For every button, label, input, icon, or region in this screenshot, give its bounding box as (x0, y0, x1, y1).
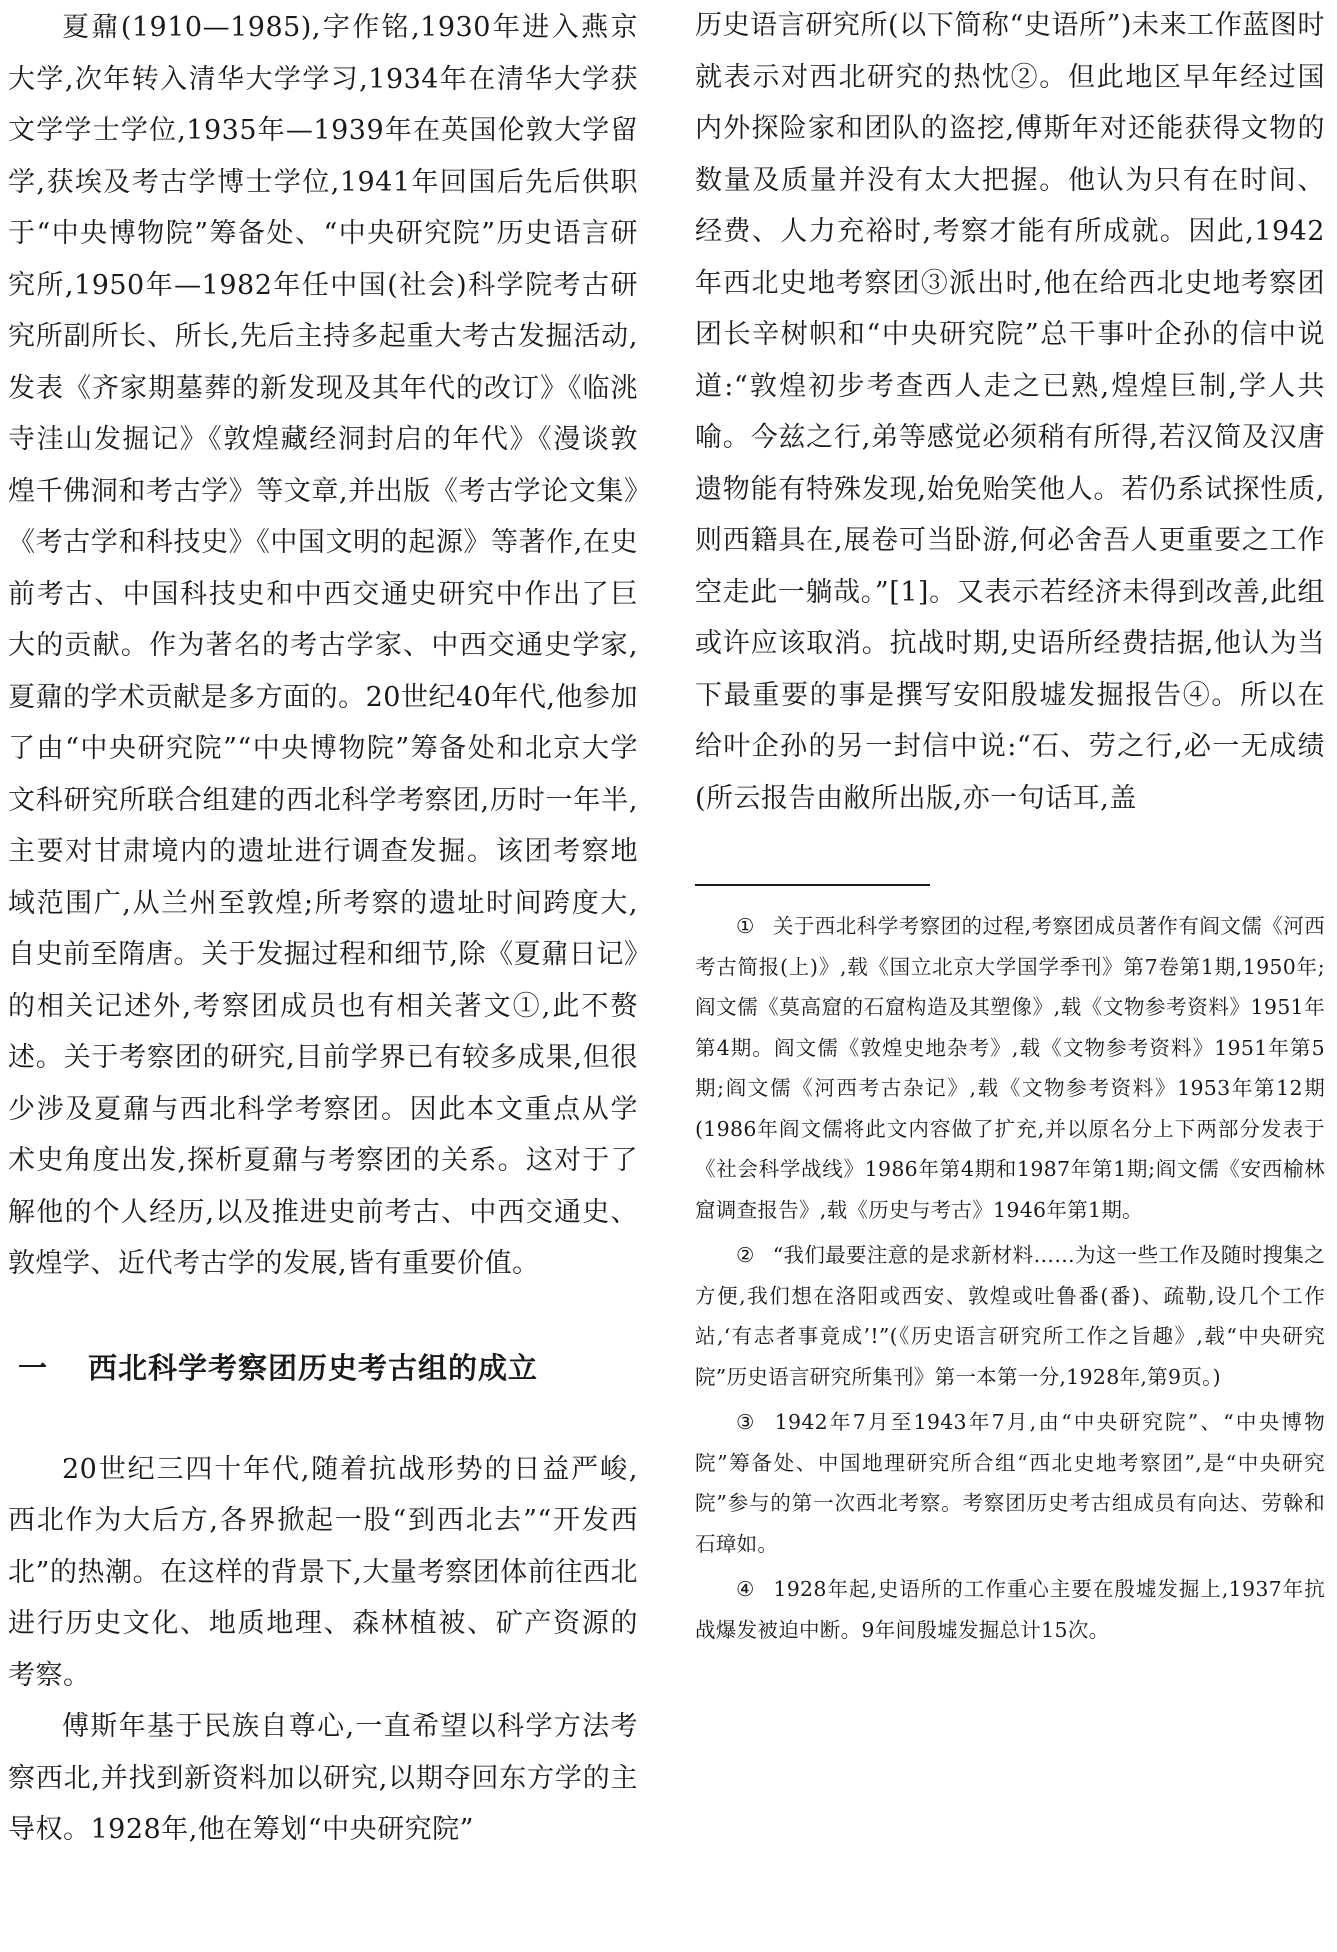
fu-sinian-paragraph: 傅斯年基于民族自尊心,一直希望以科学方法考察西北,并找到新资料加以研究,以期夺回东方学的主导权。1928年,他在筹划“中央研究院” (8, 1711, 638, 1845)
section-number: 一 (18, 1350, 49, 1385)
section-title: 西北科学考察团历史考古组的成立 (88, 1350, 539, 1385)
footnote-mark: ① (736, 914, 755, 938)
footnote-text: 关于西北科学考察团的过程,考察团成员著作有阎文儒《河西考古简报(上)》,载《国立北京大学国学季刊》第7卷第1期,1950年;阎文儒《莫高窟的石窟构造及其塑像》,载《文物参考资料》1951年第4期。阎文儒《敦煌史地杂考》,载《文物参考资料》1951年第5期;阎文儒《河西考古杂记》,载《文物参考资料》1953年第12期(1986年阎文儒将此文内容做了扩充,并以原名分上下两部分发表于《社会科学战线》1986年第4期和1987年第1期;阎文儒《安西榆林窟调查报告》,载《历史与考古》1946年第1期。 (695, 914, 1325, 1222)
footnote-separator (695, 884, 930, 886)
footnote-3 (695, 1402, 1325, 1564)
footnote-4 (695, 1569, 1325, 1650)
footnote-text: 1942年7月至1943年7月,由“中央研究院”、“中央博物院”筹备处、中国地理研究所合组“西北史地考察团”,是“中央研究院”参与的第一次西北考察。考察团历史考古组成员有向达、劳榦和石璋如。 (695, 1410, 1325, 1556)
footnote-text: 1928年起,史语所的工作重心主要在殷墟发掘上,1937年抗战爆发被迫中断。9年间殷墟发掘总计15次。 (695, 1577, 1325, 1642)
intro-paragraph: 夏鼐(1910—1985),字作铭,1930年进入燕京大学,次年转入清华大学学习,1934年在清华大学获文学学士学位,1935年—1939年在英国伦敦大学留学,获埃及考古学博士学位,1941年回国后先后供职于“中央博物院”筹备处、“中央研究院”历史语言研究所,1950年—1982年任中国(社会)科学院考古研究所副所长、所长,先后主持多起重大考古发掘活动,发表《齐家期墓葬的新发现及其年代的改订》《临洮寺洼山发掘记》《敦煌藏经洞封启的年代》《漫谈敦煌千佛洞和考古学》等文章,并出版《考古学论文集》《考古学和科技史》《中国文明的起源》等著作,在史前考古、中国科技史和中西交通史研究中作出了巨大的贡献。作为著名的考古学家、中西交通史学家,夏鼐的学术贡献是多方面的。20世纪40年代,他参加了由“中央研究院”“中央博物院”筹备处和北京大学文科研究所联合组建的西北科学考察团,历时一年半,主要对甘肃境内的遗址进行调查发掘。该团考察地域范围广,从兰州至敦煌;所考察的遗址时间跨度大,自史前至隋唐。关于发掘过程和细节,除《夏鼐日记》的相关记述外,考察团成员也有相关著文①,此不赘述。关于考察团的研究,目前学界已有较多成果,但很少涉及夏鼐与西北科学考察团。因此本文重点从学术史角度出发,探析夏鼐与考察团的关系。这对于了解他的个人经历,以及推进史前考古、中西交通史、敦煌学、近代考古学的发展,皆有重要价值。 (8, 12, 638, 1279)
left-column (8, 0, 638, 1856)
footnote-1 (695, 906, 1325, 1230)
right-column (695, 0, 1325, 1650)
footnote-text: “我们最要注意的是求新材料……为这一些工作及随时搜集之方便,我们想在洛阳或西安、敦煌或吐鲁番(番)、疏勒,设几个工作站,‘有志者事竟成’!”(《历史语言研究所工作之旨趣》,载“中央研究院”历史语言研究所集刊》第一本第一分,1928年,第9页。) (695, 1243, 1325, 1389)
background-paragraph: 20世纪三四十年代,随着抗战形势的日益严峻,西北作为大后方,各界掀起一股“到西北去”“开发西北”的热潮。在这样的背景下,大量考察团体前往西北进行历史文化、地质地理、森林植被、矿产资源的考察。 (8, 1453, 638, 1691)
footnote-2 (695, 1235, 1325, 1397)
section-heading (8, 1348, 638, 1388)
fu-sinian-paragraph-continued: 历史语言研究所(以下简称“史语所”)未来工作蓝图时就表示对西北研究的热忱②。但此地区早年经过国内外探险家和团队的盗挖,傅斯年对还能获得文物的数量及质量并没有太大把握。他认为只有在时间、经费、人力充裕时,考察才能有所成就。因此,1942年西北史地考察团③派出时,他在给西北史地考察团团长辛树帜和“中央研究院”总干事叶企孙的信中说道:“敦煌初步考查西人走之已熟,煌煌巨制,学人共喻。今兹之行,弟等感觉必须稍有所得,若汉简及汉唐遗物能有特殊发现,始免贻笑他人。若仍系试探性质,则西籍具在,展卷可当卧游,何必舍吾人更重要之工作空走此一躺哉。”[1]。又表示若经济未得到改善,此组或许应该取消。抗战时期,史语所经费拮据,他认为当下最重要的事是撰写安阳殷墟发掘报告④。所以在给叶企孙的另一封信中说:“石、劳之行,必一无成绩(所云报告由敝所出版,亦一句话耳,盖 (695, 10, 1325, 814)
footnote-mark: ③ (736, 1410, 757, 1434)
footnote-mark: ④ (736, 1577, 756, 1601)
footnotes (695, 906, 1325, 1650)
footnote-mark: ② (736, 1243, 755, 1267)
